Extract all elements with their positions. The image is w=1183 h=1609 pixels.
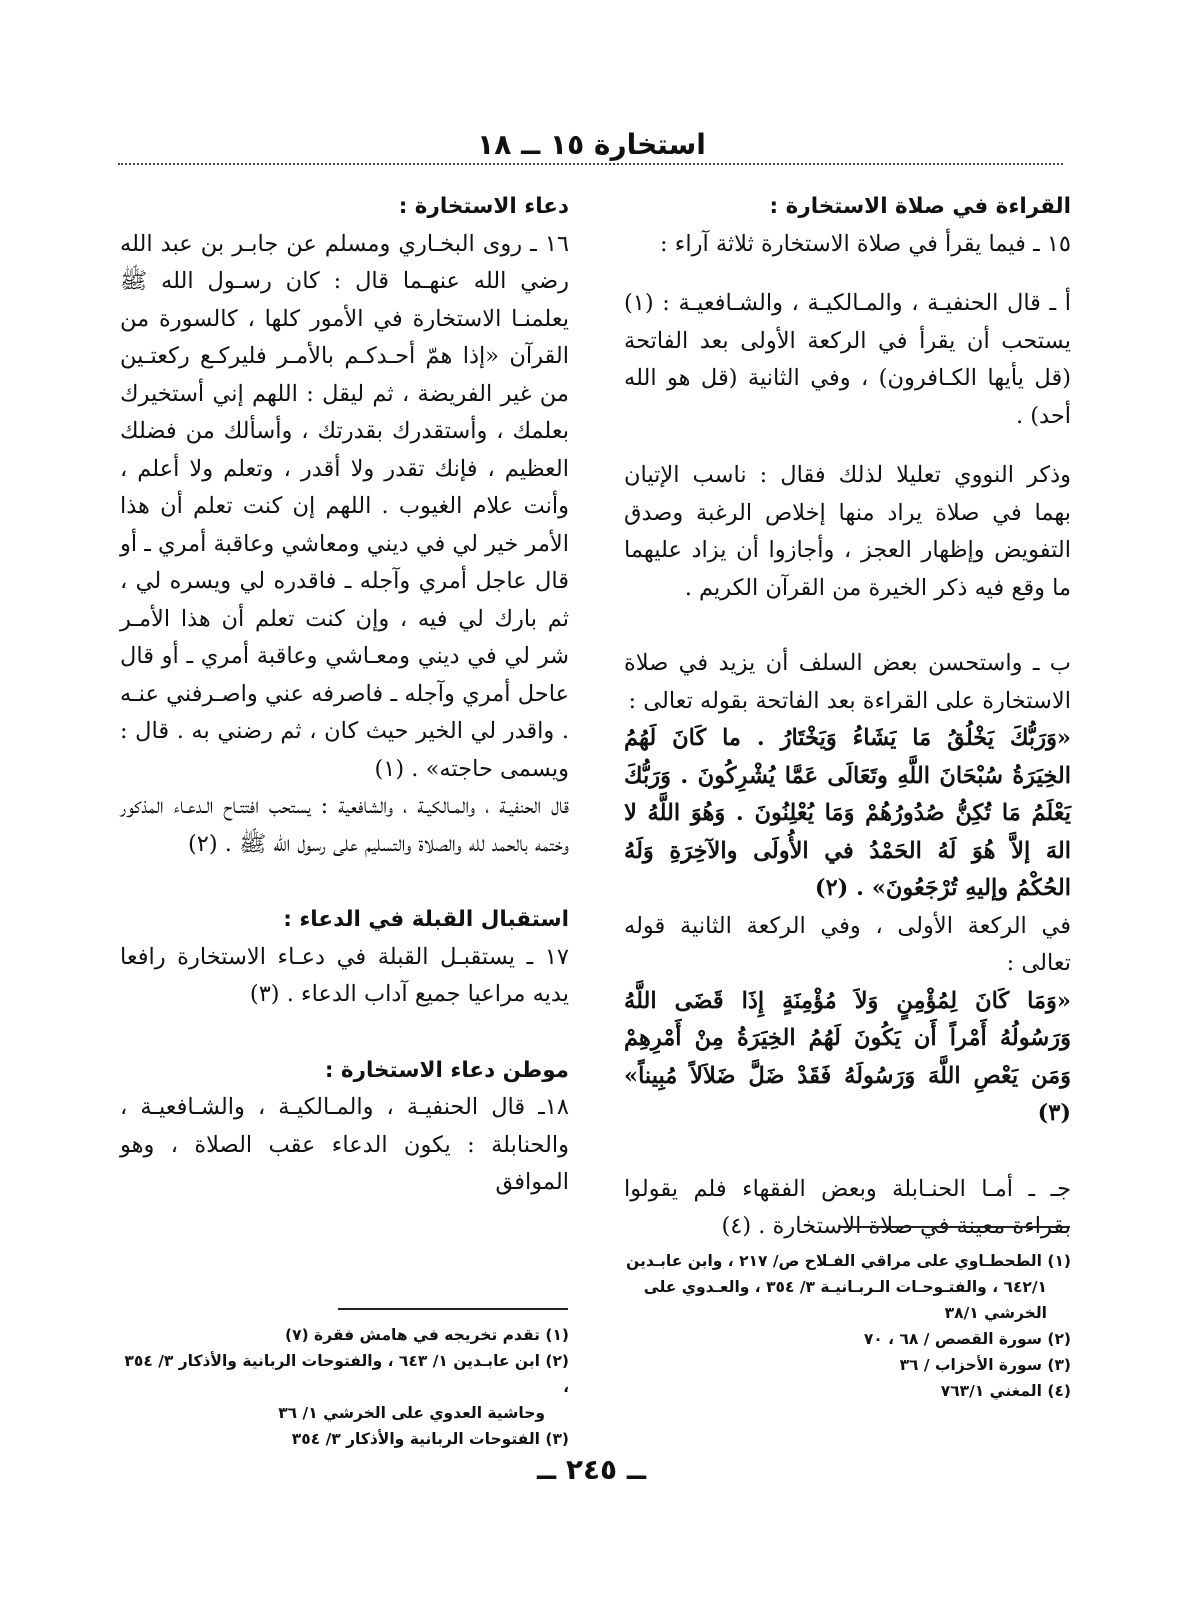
paragraph-16: ١٦ ـ روى البخـاري ومسلم عن جابـر بن عبد الله رضي الله عنهـما قال : كان رسـول الله ﷺ يعلمنـا الاستخارة في الأمور كلها ، كالسورة من القرآن «إذا همّ أحـدكـم بالأمـر فليركـع ركعتـين من غير الفريضة ، ثم ليقل : اللهم إني أستخيرك بعلمك ، وأستقدرك بقدرتك ، وأسألك من فضلك العظيم ، فإنك تقدر ولا أقدر ، وتعلم ولا أعلم ، وأنت علام الغيوب . اللهم إن كنت تعلم أن هذا الأمر خير لي في ديني ومعاشي وعاقبة أمري ـ أو قال عاجل أمري وآجله ـ فاقدره لي ويسره لي ، ثم بارك لي فيه ، وإن كنت تعلم أن هذا الأمـر شر لي في ديني ومعـاشي وعاقبة أمري ـ أو قال عاحل أمري وآجله ـ فاصرفه عني واصـرفني عنـه . واقدر لي الخير حيث كان ، ثم رضني به . قال : ويسمى حاجته» . (١) — [119, 230, 569, 782]
paragraph-18: ١٨ـ قال الحنفيـة ، والمـالكيـة ، والشـافعيـة ، والحنابلة : يكون الدعاء عقب الصلاة ، وهو الموافق — [120, 1094, 569, 1195]
footnote-line: ٦٤٢/١ ، والفتـوحـات الـربـانيـة ٣/ ٣٥٤ ، والعـدوي على — [643, 1278, 1047, 1296]
footnote-rule-left — [338, 1308, 568, 1310]
footnote-rule-right — [840, 1226, 1070, 1228]
heading-qibla: استقبال القبلة في الدعاء : — [283, 907, 569, 932]
left-column — [120, 188, 569, 1202]
footnote-line: (٤) المغني ٧٦٣/١ — [940, 1382, 1071, 1400]
quran-verse-1: «وَرَبُّكَ يَخْلُقُ مَا يَشَاءُ وَيَخْتَارُ . ما كَانَ لَهُمُ الخِيَرَةُ سُبْحَانَ اللَّهِ وتَعَالَى عَمَّا يُشْرِكُونَ . وَرَبُّكَ يَعْلَمُ مَا تُكِنُّ صُدُورُهُمْ وَمَا يُعْلِنُونَ . وَهُوَ اللَّهُ لا الهَ إلاَّ هُوَ لَهُ الحَمْدُ في الأُولَى والآخِرَةِ وَلَهُ الحُكْمُ وإليهِ تُرْجَعُونَ» . (٢) — [624, 725, 1071, 901]
paragraph-b-second: في الركعة الأولى ، وفي الركعة الثانية قوله تعالى : — [624, 912, 1071, 976]
item-15-intro: ١٥ ـ فيما يقرأ في صلاة الاستخارة ثلاثة آراء : — [660, 230, 1071, 257]
footnotes-left — [120, 1322, 569, 1452]
heading-recitation: القراءة في صلاة الاستخارة : — [769, 194, 1071, 219]
heading-dua-place: موطن دعاء الاستخارة : — [324, 1057, 569, 1083]
paragraph-17: ١٧ ـ يستقبـل القبلة في دعـاء الاستخارة رافعا يديه مراعيا جميع آداب الدعاء . (٣) — [120, 943, 569, 1007]
footnote-line: وحاشية العدوي على الخرشي ١/ ٣٦ — [278, 1404, 545, 1422]
footnotes-right — [624, 1248, 1071, 1404]
footnote-line: (٣) سورة الأحزاب / ٣٦ — [899, 1356, 1071, 1374]
footnote-line: (٣) الفتوحات الربانية والأذكار ٣/ ٣٥٤ — [291, 1430, 569, 1448]
paragraph-nawawi: وذكر النووي تعليلا لذلك فقال : ناسب الإتيان بهما في صلاة يراد منها إخلاص الرغبة وصدق التفويض وإظهار العجز ، وأجازوا أن يزاد عليهما ما وقع فيه ذكر الخيرة من القرآن الكريم . — [624, 462, 1071, 601]
footnote-line: (٢) سورة القصص / ٦٨ ، ٧٠ — [863, 1330, 1071, 1348]
header-dotted-rule — [118, 163, 1063, 165]
paragraph-c: جـ ـ أمـا الحنـابلة وبعض الفقهاء فلم يقولوا بقراءة معينة في صلاة الاستخارة . (٤) — [624, 1175, 1071, 1239]
right-column — [624, 188, 1071, 1246]
quran-verse-2: «وَمَا كَانَ لِمُؤْمِنٍ وَلاَ مُؤْمِنَةٍ إِذَا قَضَى اللَّهُ وَرَسُولُهُ أَمْراً أَن يَكُونَ لَهُمُ الخِيَرَةُ مِنْ أَمْرِهِمْ وَمَن يَعْصِ اللَّهَ وَرَسُولَهُ فَقَدْ ضَلَّ ضَلاَلاً مُبِيناً» (٣) — [624, 987, 1071, 1126]
page-number: ــ ٢٤٥ ــ — [536, 1453, 647, 1486]
footnote-line: الخرشي ٣٨/١ — [944, 1304, 1047, 1322]
footnote-line: (١) الطحطـاوي على مراقي الفـلاح ص/ ٢١٧ ، وابن عابـدين — [626, 1252, 1071, 1270]
page-header-title: استخارة ١٥ ــ ١٨ — [477, 128, 706, 161]
footnote-line: (١) تقدم تخريجه في هامش فقرة (٧) — [285, 1326, 569, 1344]
paragraph-a: أ ـ قال الحنفيـة ، والمـالكيـة ، والشـافعيـة : (١) يستحب أن يقرأ في الركعة الأولى بعد الفاتحة (قل يأيها الكـافرون) ، وفي الثانية (قل هو الله أحد) . — [624, 290, 1071, 429]
paragraph-16b: قال الحنفيـة ، والمـالكيـة ، والشافعية : يستحب افتتـاح الـدعـاء المذكور وختمه بالحمد لله والصلاة والتسليم على رسول الله ﷺ . (٢) — [120, 793, 569, 857]
heading-istikhara-dua: دعاء الاستخارة : — [398, 194, 569, 219]
footnote-line: (٢) ابن عابـدين ١/ ٦٤٣ ، والفتوحات الربانية والأذكار ٣/ ٣٥٤ ، — [124, 1352, 569, 1396]
paragraph-b-intro: ب ـ واستحسن بعض السلف أن يزيد في صلاة الاستخارة على القراءة بعد الفاتحة بقوله تعالى : — [624, 650, 1071, 714]
